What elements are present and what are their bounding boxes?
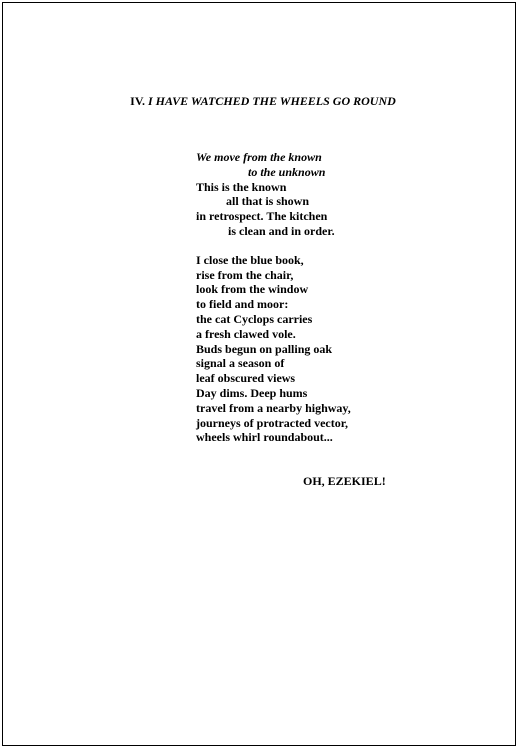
- title-number: IV.: [130, 94, 145, 108]
- poem-line: signal a season of: [196, 356, 285, 371]
- poem-line: I close the blue book,: [196, 252, 304, 267]
- poem-line: wheels whirl roundabout...: [196, 430, 333, 445]
- poem-line: a fresh clawed vole.: [196, 326, 296, 341]
- stanza-break: [196, 239, 456, 253]
- epigraph-line: to the unknown: [248, 164, 326, 179]
- poem-line: to field and moor:: [196, 297, 289, 312]
- poem-title: [0, 94, 520, 109]
- poem-line: travel from a nearby highway,: [196, 400, 351, 415]
- poem-line: rise from the chair,: [196, 267, 294, 282]
- poem-line: Day dims. Deep hums: [196, 385, 308, 400]
- poem-line: journeys of protracted vector,: [196, 415, 348, 430]
- poem-line: look from the window: [196, 282, 309, 297]
- poem-line: all that is shown: [226, 194, 310, 209]
- poem-line: the cat Cyclops carries: [196, 311, 313, 326]
- poem-line: leaf obscured views: [196, 371, 296, 386]
- poem-line: This is the known: [196, 179, 287, 194]
- epigraph-line: We move from the known: [196, 150, 322, 164]
- title-text: I HAVE WATCHED THE WHEELS GO ROUND: [147, 94, 396, 108]
- poem-line: is clean and in order.: [228, 223, 335, 238]
- poem-line: Buds begun on palling oak: [196, 341, 333, 356]
- poem-signature: OH, EZEKIEL!: [303, 474, 386, 488]
- poem-body: [196, 150, 456, 445]
- poem-line: in retrospect. The kitchen: [196, 209, 328, 224]
